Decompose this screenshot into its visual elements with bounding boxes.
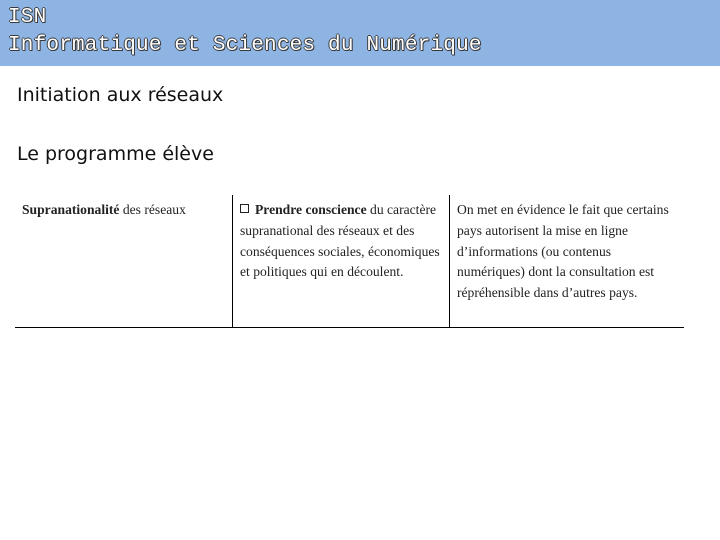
table-bottom-rule <box>15 327 684 328</box>
skill-text <box>240 200 447 283</box>
slide-header <box>0 0 720 66</box>
program-table <box>15 195 684 328</box>
section-title: Initiation aux réseaux <box>17 84 224 106</box>
comment-text: On met en évidence le fait que certains pays autorisent la mise en ligne d’informations (ou contenus numériques) dont la consultation est répréhensible dans d’autres pays. <box>457 202 669 301</box>
checkbox-icon <box>240 204 249 213</box>
program-cell-skill <box>232 195 449 327</box>
program-cell-topic <box>15 195 231 327</box>
program-cell-comment <box>449 195 685 327</box>
skill-rest: du caractère supranational des réseaux et des conséquences sociales, économiques et politiques qui en découlent. <box>240 202 440 280</box>
header-title: ISN <box>8 6 47 29</box>
topic-text <box>22 200 229 221</box>
skill-bold: Prendre conscience <box>255 202 367 217</box>
header-subtitle: Informatique et Sciences du Numérique <box>8 34 482 57</box>
topic-rest: des réseaux <box>119 202 186 217</box>
topic-bold: Supranationalité <box>22 202 120 217</box>
section-subtitle: Le programme élève <box>17 143 214 165</box>
